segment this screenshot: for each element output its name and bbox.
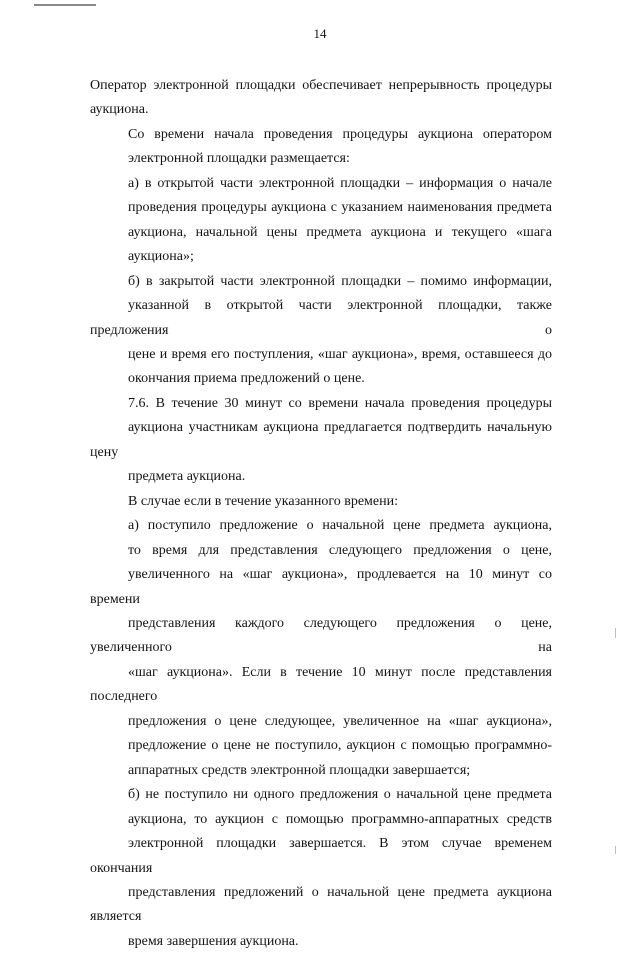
text-line: то время для представления следующего предложения о цене, <box>128 542 552 558</box>
paragraph <box>90 514 552 783</box>
text-line: б) не поступило ни одного предложения о начальной цене предмета <box>128 787 552 803</box>
text-line: аукциона»; <box>128 249 194 265</box>
text-line: окончания приема предложений о цене. <box>128 371 365 387</box>
text-line: аукциона, то аукцион с помощью программно-аппаратных средств <box>128 811 552 827</box>
paragraph <box>90 74 552 123</box>
text-line: В случае если в течение указанного времени: <box>128 493 399 509</box>
text-line: представления каждого следующего предложения о цене, увеличенного на <box>90 615 552 656</box>
text-line: а) поступило предложение о начальной цене предмета аукциона, <box>128 518 552 534</box>
paragraph <box>90 270 552 392</box>
text-line: предложение о цене не поступило, аукцион с помощью программно- <box>128 738 552 754</box>
text-line: электронной площадки завершается. В этом случае временем окончания <box>90 836 552 876</box>
text-line: проведения процедуры аукциона с указанием наименования предмета <box>128 200 552 216</box>
text-line: предложения о цене следующее, увеличенное на «шаг аукциона», <box>128 713 552 729</box>
text-line: 7.6. В течение 30 минут со времени начала проведения процедуры <box>128 395 552 411</box>
paragraph <box>90 783 552 954</box>
text-line: представления предложений о начальной цене предмета аукциона является <box>90 884 552 925</box>
text-line: аукциона. <box>90 102 149 118</box>
document-body <box>90 74 552 954</box>
text-line: электронной площадки размещается: <box>128 151 350 167</box>
paragraph <box>90 123 552 172</box>
margin-tick <box>615 628 616 638</box>
text-line: б) в закрытой части электронной площадки – помимо информации, <box>128 273 552 289</box>
text-line: указанной в открытой части электронной площадки, также предложения о <box>90 298 552 338</box>
text-line: цене и время его поступления, «шаг аукциона», время, оставшееся до <box>128 346 552 362</box>
text-line: Со времени начала проведения процедуры аукциона оператором <box>128 126 552 142</box>
text-line: аппаратных средств электронной площадки завершается; <box>128 762 471 778</box>
text-line: Оператор электронной площадки обеспечивает непрерывность процедуры <box>90 78 552 93</box>
page-number: 14 <box>313 26 327 41</box>
paragraph <box>90 172 552 270</box>
text-line: «шаг аукциона». Если в течение 10 минут после представления последнего <box>90 664 552 705</box>
margin-tick <box>615 846 616 854</box>
scan-corner-mark <box>34 4 96 6</box>
text-line: время завершения аукциона. <box>128 933 299 949</box>
text-line: аукциона участникам аукциона предлагается подтвердить начальную цену <box>90 420 552 460</box>
text-line: аукциона, начальной цены предмета аукциона и текущего «шага <box>128 224 552 240</box>
paragraph <box>90 490 552 514</box>
text-line: увеличенного на «шаг аукциона», продлевается на 10 минут со времени <box>90 567 552 607</box>
text-line: предмета аукциона. <box>128 469 246 485</box>
text-line: а) в открытой части электронной площадки – информация о начале <box>128 175 552 191</box>
paragraph <box>90 392 552 490</box>
